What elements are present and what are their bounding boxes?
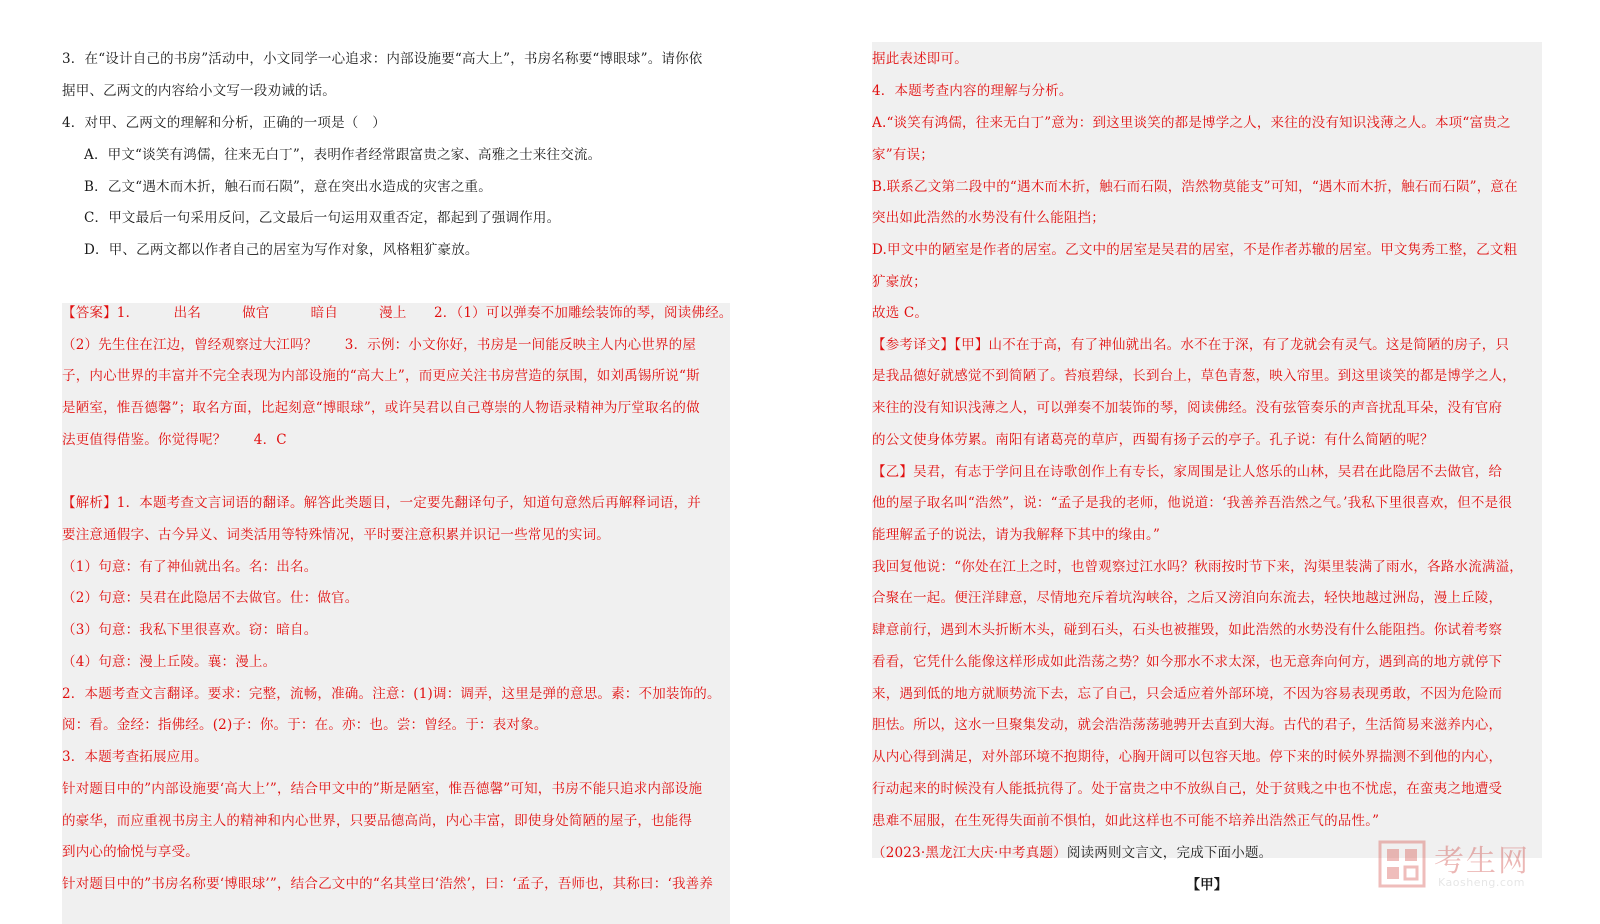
right-line-20: 看看，它凭什么能像这样形成如此浩荡之势？如今那水不求太深，也无意奔向何方，遇到高的地方就停下 [872,654,1503,670]
answer-line-5: 法更值得借鉴。你觉得呢？ 4．C [62,432,287,448]
option-c: C．甲文最后一句采用反问，乙文最后一句运用双重否定，都起到了强调作用。 [84,210,561,226]
answer-line-4: 是陋室，惟吾德馨”；取名方面，比起刻意“博眼球”，或许吴君以自己尊崇的人物语录精神为厅堂取名的做 [62,400,700,416]
analysis-line-11: 的豪华，而应重视书房主人的精神和内心世界，只要品德高尚，内心丰富，即使身处简陋的屋子，也能得 [62,813,693,829]
question-3-line-2: 据甲、乙两文的内容给小文写一段劝诫的话。 [62,83,336,99]
source-line [872,837,1272,869]
question-3-line-1: 3．在“设计自己的书房”活动中，小文同学一心追求：内部设施要“高大上”，书房名称要“博眼球”。请你依 [62,51,703,67]
right-line-2: 4．本题考查内容的理解与分析。 [872,83,1073,99]
watermark-site: Kaosheng.com [1438,876,1525,889]
right-line-3: A.“谈笑有鸿儒，往来无白丁”意为：到这里谈笑的都是博学之人，来往的没有知识浅薄之人。本项“富贵之 [872,115,1511,131]
right-line-1: 据此表述即可。 [872,51,968,67]
right-line-5: B.联系乙文第二段中的“遇木而木折，触石而石陨，浩然物莫能支”可知，“遇木而木折，触石而石陨”，意在 [872,179,1518,195]
right-line-18: 合聚在一起。便汪洋肆意，尽情地充斥着坑沟峡谷，之后又滂洎向东流去，轻快地越过洲岛，漫上丘陵， [872,590,1503,606]
analysis-line-9: 3．本题考查拓展应用。 [62,749,208,765]
analysis-line-4: （2）句意：吴君在此隐居不去做官。仕：做官。 [62,590,359,606]
right-line-11: 是我品德好就感觉不到简陋了。苔痕碧绿，长到台上，草色青葱，映入帘里。到这里谈笑的都是博学之人， [872,368,1516,384]
question-4-stem: 4．对甲、乙两文的理解和分析，正确的一项是（ ） [62,115,386,131]
source-prefix: （2023·黑龙江大庆·中考真题） [872,845,1067,861]
analysis-line-13: 针对题目中的”书房名称要‘博眼球’”，结合乙文中的“名其堂曰‘浩然’，曰：‘孟子，吾师也，其称曰：‘我善养 [62,876,714,892]
right-line-12: 来往的没有知识浅薄之人，可以弹奏不加装饰的琴，阅读佛经。没有弦管奏乐的声音扰乱耳朵，没有官府 [872,400,1503,416]
right-line-4: 家”有误； [872,147,934,163]
option-d: D．甲、乙两文都以作者自己的居室为写作对象，风格粗犷豪放。 [84,242,479,258]
right-line-14: 【乙】吴君，有志于学问且在诗歌创作上有专长，家周围是让人悠乐的山林，吴君在此隐居不去做官，给 [872,464,1503,480]
right-line-15: 他的屋子取名叫“浩然”，说：“孟子是我的老师，他说道：‘我善养吾浩然之气。’我私下里很喜欢，但不是很 [872,495,1513,511]
right-line-19: 肆意前行，遇到木头折断木头，碰到石头，石头也被摧毁，如此浩然的水势没有什么能阻挡。你试着考察 [872,622,1503,638]
source-text: 阅读两则文言文，完成下面小题。 [1066,845,1273,861]
right-line-25: 患难不屈服，在生死得失面前不惧怕，如此这样也不可能不培养出浩然正气的品性。” [872,813,1380,829]
analysis-line-6: （4）句意：漫上丘陵。襄：漫上。 [62,654,277,670]
answer-line-2: （2）先生住在江边，曾经观察过大江吗？ 3．示例：小文你好，书房是一间能反映主人内心世界的屋 [62,337,697,353]
option-b: B．乙文“遇木而木折，触石而石陨”，意在突出水造成的灾害之重。 [84,179,492,195]
kaosheng-watermark [1378,836,1578,896]
right-line-22: 胆怯。所以，这水一旦聚集发动，就会浩浩荡荡驰骋开去直到大海。古代的君子，生活简易来滋养内心， [872,717,1503,733]
right-line-13: 的公文使身体劳累。南阳有诸葛亮的草庐，西蜀有扬子云的亭子。孔子说：有什么简陋的呢？ [872,432,1434,448]
option-a: A．甲文“谈笑有鸿儒，往来无白丁”，表明作者经常跟富贵之家、高雅之士来往交流。 [84,147,602,163]
section-heading-jia: 【甲】 [1186,877,1228,893]
right-line-9: 故选 C。 [872,305,929,321]
answer-line-1: 【答案】1． 出名 做官 暗自 漫上 2．（1）可以弹奏不加雕绘装饰的琴，阅读佛经。 [62,305,733,321]
right-line-17: 我回复他说：“你处在江上之时，也曾观察过江水吗？秋雨按时节下来，沟渠里装满了雨水，各路水流满溢， [872,559,1523,575]
analysis-line-8: 阅：看。金经：指佛经。(2)子：你。于：在。亦：也。尝：曾经。于：表对象。 [62,717,548,733]
right-line-21: 来，遇到低的地方就顺势流下去，忘了自己，只会适应着外部环境，不因为容易表现勇敢，不因为危险而 [872,686,1503,702]
analysis-line-2: 要注意通假字、古今异义、词类活用等特殊情况，平时要注意积累并识记一些常见的实词。 [62,527,610,543]
analysis-line-5: （3）句意：我私下里很喜欢。窃：暗自。 [62,622,318,638]
right-line-10: 【参考译文】【甲】山不在于高，有了神仙就出名。水不在于深，有了龙就会有灵气。这是简陋的房子，只 [872,337,1510,353]
analysis-line-12: 到内心的愉悦与享受。 [62,844,199,860]
right-line-24: 行动起来的时候没有人能抵抗得了。处于富贵之中不放纵自己，处于贫贱之中也不忧虑，在蛮夷之地遭受 [872,781,1503,797]
analysis-line-10: 针对题目中的”内部设施要‘高大上’”，结合甲文中的”斯是陋室，惟吾德馨”可知，书房不能只追求内部设施 [62,781,703,797]
right-line-23: 从内心得到满足，对外部环境不抱期待，心胸开阔可以包容天地。停下来的时候外界揣测不到他的内心， [872,749,1503,765]
right-line-16: 能理解孟子的说法，请为我解释下其中的缘由。” [872,527,1161,543]
right-line-8: 犷豪放； [872,274,927,290]
analysis-line-3: （1）句意：有了神仙就出名。名：出名。 [62,559,318,575]
kaosheng-logo-icon [1378,840,1426,888]
watermark-brand: 考生网 [1434,844,1530,879]
analysis-line-7: 2．本题考查文言翻译。要求：完整，流畅，准确。注意：(1)调：调弄，这里是弹的意思。素：不加装饰的。 [62,686,721,702]
answer-line-3: 子，内心世界的丰富并不完全表现为内部设施的“高大上”，而更应关注书房营造的氛围，如刘禹锡所说“斯 [62,368,700,384]
analysis-line-1: 【解析】1．本题考查文言词语的翻译。解答此类题目，一定要先翻译句子，知道句意然后再解释词语，并 [62,495,701,511]
right-line-7: D.甲文中的陋室是作者的居室。乙文中的居室是吴君的居室，不是作者苏辙的居室。甲文隽秀工整，乙文粗 [872,242,1518,258]
right-line-6: 突出如此浩然的水势没有什么能阻挡； [872,210,1105,226]
